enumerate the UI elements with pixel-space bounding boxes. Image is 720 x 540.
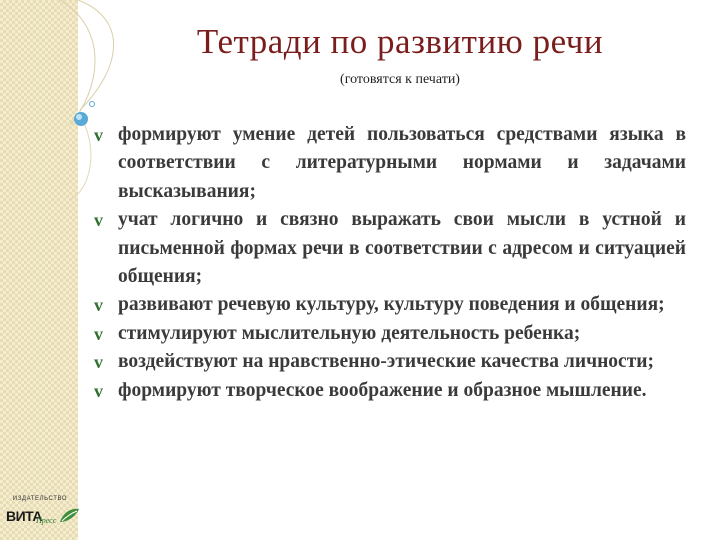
bullet-list	[94, 121, 686, 405]
bullet-marker-icon: v	[94, 352, 103, 373]
list-item	[94, 348, 686, 376]
decorative-side-pattern	[0, 0, 78, 540]
bullet-marker-icon: v	[94, 323, 103, 344]
list-item-text: стимулируют мыслительную деятельность ребенка;	[118, 322, 581, 344]
logo-top-text: ИЗДАТЕЛЬСТВО	[12, 496, 68, 502]
publisher-logo	[6, 496, 82, 532]
leaf-icon	[58, 508, 80, 524]
list-item	[94, 121, 686, 206]
bullet-marker-icon: v	[94, 380, 103, 401]
logo-sub: Пресс	[35, 516, 57, 525]
bullet-marker-icon: v	[94, 295, 103, 316]
logo-main	[6, 506, 82, 525]
list-item-text: формируют творческое воображение и образное мышление.	[118, 379, 647, 401]
bullet-marker-icon: v	[94, 210, 103, 231]
list-item	[94, 206, 686, 291]
list-item-text: формируют умение детей пользоваться средствами языка в соответствии с литературными нормами и задачами высказывания;	[118, 124, 686, 202]
list-item	[94, 377, 686, 405]
bullet-marker-icon: v	[94, 125, 103, 145]
list-item-text: воздействуют на нравственно-этические качества личности;	[118, 351, 655, 373]
list-item	[94, 291, 686, 319]
list-item	[94, 320, 686, 348]
list-item-text: развивают речевую культуру, культуру поведения и общения;	[118, 294, 665, 316]
list-item-text: учат логично и связно выражать свои мысли в устной и письменной формах речи в соответствии с адресом и ситуацией общения;	[118, 209, 686, 288]
logo-word: ВИТА	[6, 507, 42, 524]
page-subtitle: (готовятся к печати)	[340, 72, 460, 87]
page-title: Тетради по развитию речи	[196, 22, 604, 61]
